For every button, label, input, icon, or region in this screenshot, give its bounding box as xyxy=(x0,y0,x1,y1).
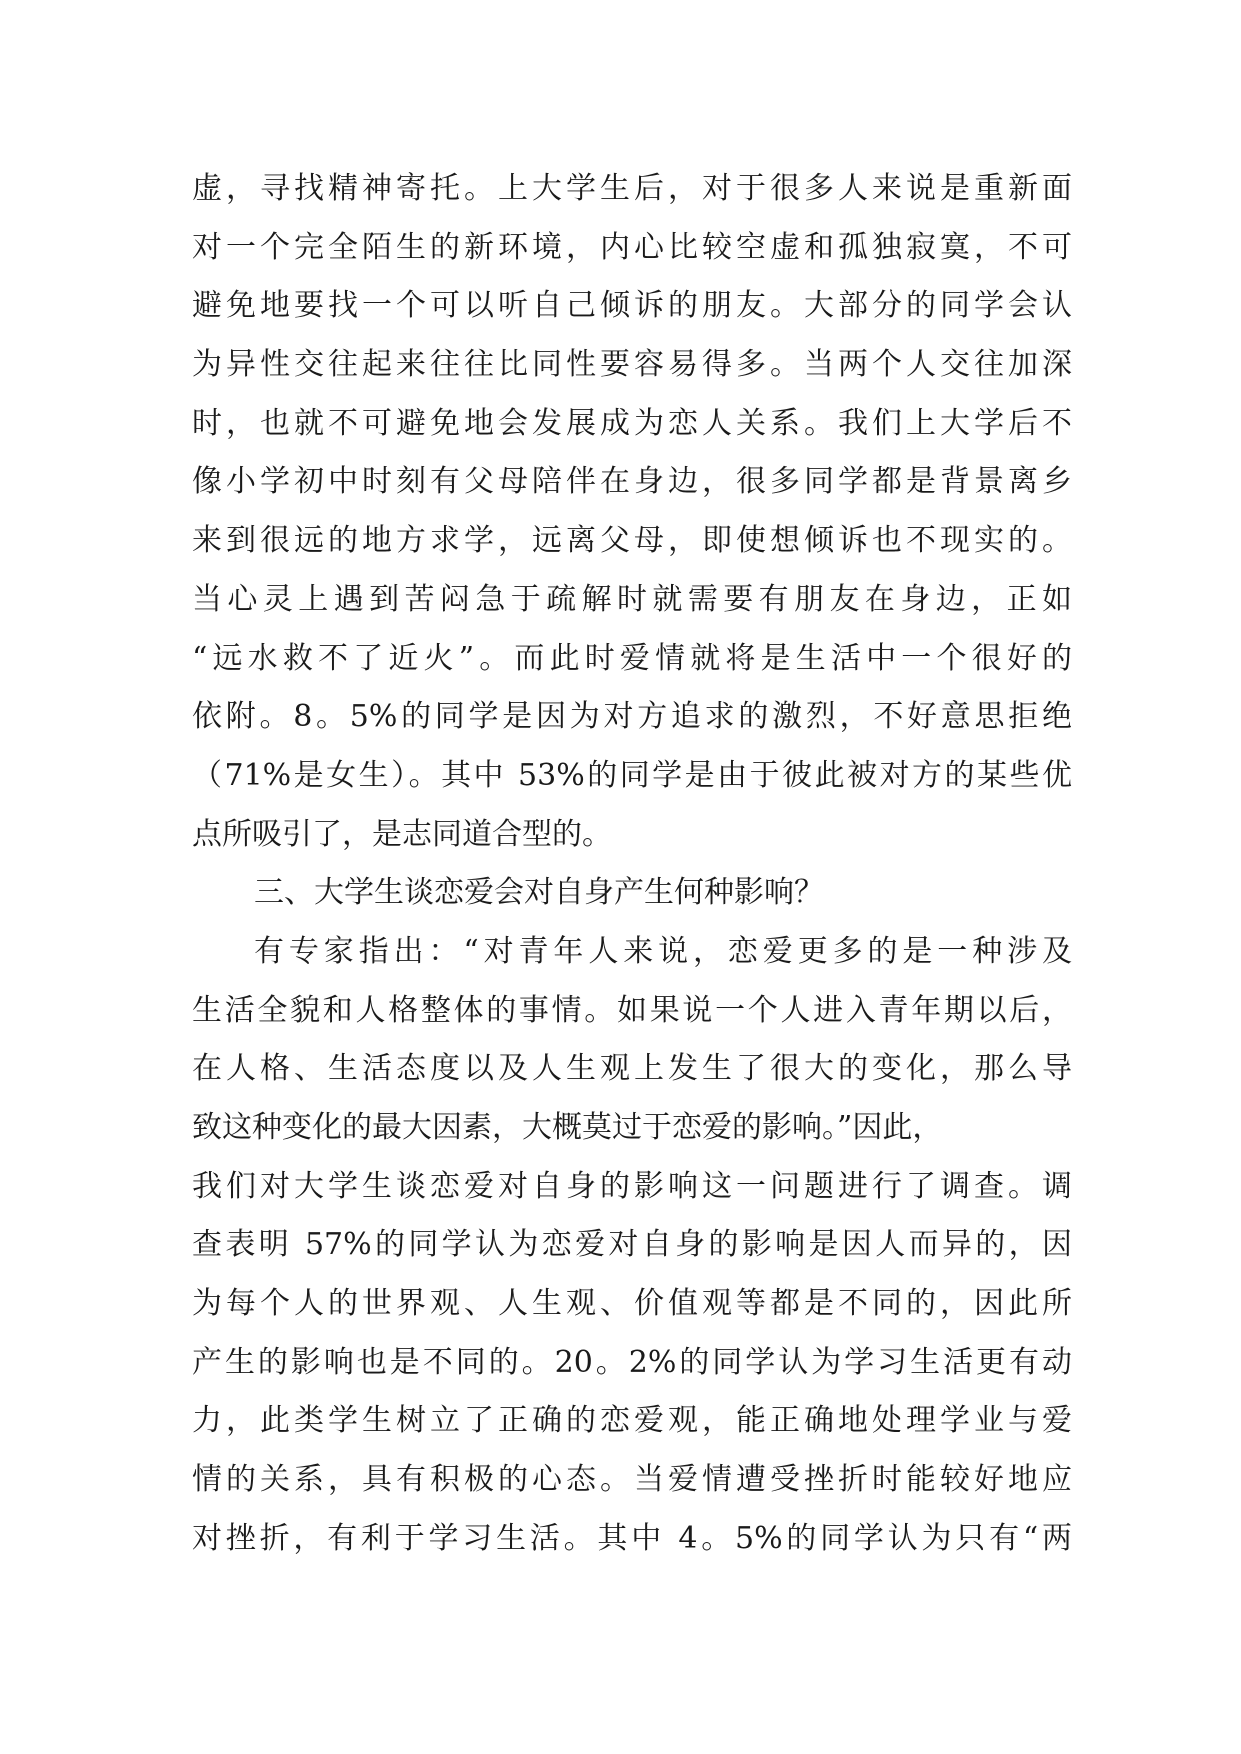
text-line: 查表明 57%的同学认为恋爱对自身的影响是因人而异的，因 xyxy=(192,1227,1072,1263)
text-line: 像小学初中时刻有父母陪伴在身边，很多同学都是背景离乡 xyxy=(192,464,1072,500)
section-heading: 三、大学生谈恋爱会对自身产生何种影响？ xyxy=(254,875,824,911)
text-line: （71%是女生）。其中 53%的同学是由于彼此被对方的某些优 xyxy=(192,757,1072,793)
text-line: 为每个人的世界观、人生观、价值观等都是不同的，因此所 xyxy=(192,1286,1072,1322)
text-line: 时，也就不可避免地会发展成为恋人关系。我们上大学后不 xyxy=(192,405,1072,441)
text-line: 依附。8。5%的同学是因为对方追求的激烈，不好意思拒绝 xyxy=(192,699,1072,735)
text-line: 情的关系，具有积极的心态。当爱情遭受挫折时能较好地应 xyxy=(192,1462,1072,1498)
text-line: 当心灵上遇到苦闷急于疏解时就需要有朋友在身边，正如 xyxy=(192,581,1072,617)
text-line: 来到很远的地方求学，远离父母，即使想倾诉也不现实的。 xyxy=(192,523,1072,559)
text-line: 生活全貌和人格整体的事情。如果说一个人进入青年期以后， xyxy=(192,992,1072,1028)
text-line: 避免地要找一个可以听自己倾诉的朋友。大部分的同学会认 xyxy=(192,288,1072,324)
body-text xyxy=(192,160,1072,1569)
text-line: 在人格、生活态度以及人生观上发生了很大的变化，那么导 xyxy=(192,1051,1072,1087)
text-line: 我们对大学生谈恋爱对自身的影响这一问题进行了调查。调 xyxy=(192,1168,1072,1204)
text-line: 产生的影响也是不同的。20。2%的同学认为学习生活更有动 xyxy=(192,1344,1072,1380)
text-line: 点所吸引了，是志同道合型的。 xyxy=(192,816,612,852)
text-line: 致这种变化的最大因素，大概莫过于恋爱的影响。”因此， xyxy=(192,1110,943,1145)
text-line: 虚，寻找精神寄托。上大学生后，对于很多人来说是重新面 xyxy=(192,171,1072,206)
text-line: 为异性交往起来往往比同性要容易得多。当两个人交往加深 xyxy=(192,347,1072,383)
paragraph-first-line: 有专家指出：“对青年人来说，恋爱更多的是一种涉及 xyxy=(254,933,1072,969)
text-line: “远水救不了近火”。而此时爱情就将是生活中一个很好的 xyxy=(192,640,1072,676)
text-line: 对挫折，有利于学习生活。其中 4。5%的同学认为只有“两 xyxy=(192,1520,1072,1556)
text-line: 力，此类学生树立了正确的恋爱观，能正确地处理学业与爱 xyxy=(192,1403,1072,1439)
text-line: 对一个完全陌生的新环境，内心比较空虚和孤独寂寞，不可 xyxy=(192,229,1072,265)
